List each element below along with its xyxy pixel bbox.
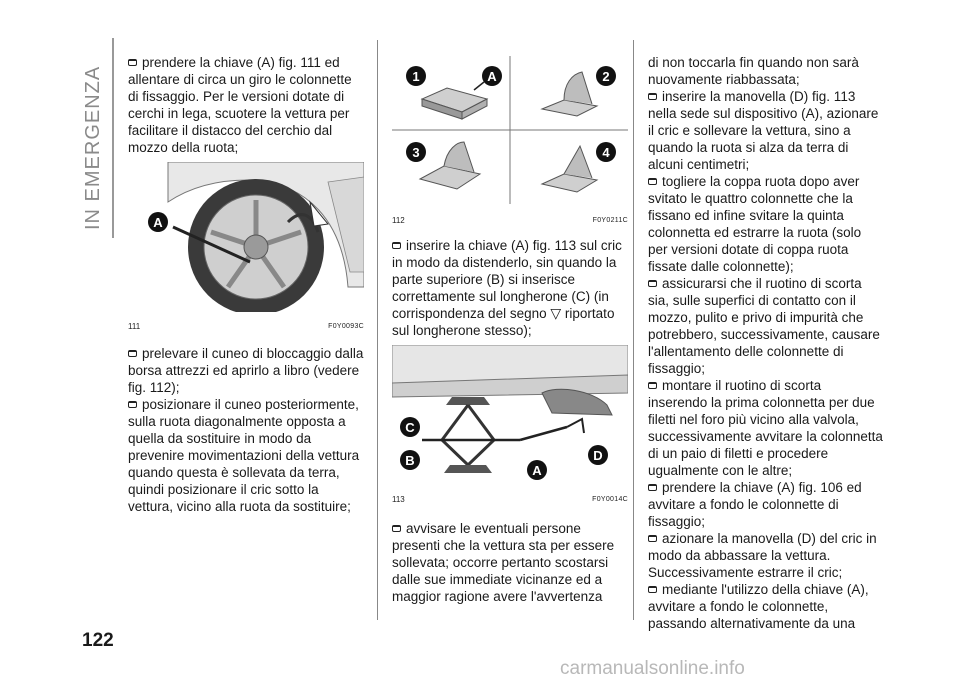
fig-label-a: A (153, 215, 163, 230)
section-bar (112, 38, 114, 238)
fig-label: 2 (602, 69, 610, 84)
paragraph: avvisare le eventuali persone presenti che la vettura sta per essere sollevata; occorre pertanto scostarsi dalle sue immediate vicinanze ed a maggior ragione avere l'avvertenza (392, 521, 615, 604)
wheel-chock-illustration (392, 54, 628, 206)
bullet-icon (392, 242, 401, 249)
figure-113 (392, 345, 628, 508)
figure-111 (128, 162, 364, 335)
paragraph: di non toccarla fin quando non sarà nuovamente riabbassata; (648, 55, 859, 87)
page-number: 122 (82, 630, 114, 651)
bullet-icon (648, 178, 657, 185)
fig-label: D (593, 448, 603, 463)
paragraph: azionare la manovella (D) del cric in modo da abbassare la vettura. Successivamente estrarre il cric; (648, 531, 877, 580)
bullet-icon (648, 93, 657, 100)
column-2 (392, 54, 628, 605)
paragraph: posizionare il cuneo posteriormente, sulla ruota diagonalmente opposta a quella da sostituire in modo da prevenire movimentazioni della vettura quando questa è sollevata da terra, quindi posizionare il cric sotto la vettura, vicino alla ruota da sostituire; (128, 397, 360, 514)
paragraph: prelevare il cuneo di bloccaggio dalla borsa attrezzi ed aprirlo a libro (vedere fig. 112); (128, 346, 364, 395)
column-divider-1 (377, 40, 378, 620)
fig-label: A (487, 69, 497, 84)
bullet-icon (648, 484, 657, 491)
column-divider-2 (633, 40, 634, 620)
figure-number: 111 (128, 322, 141, 331)
fig-label: B (405, 453, 415, 468)
fig-label: 4 (602, 145, 610, 160)
figure-number: 113 (392, 495, 405, 504)
column-1 (128, 54, 364, 515)
fig-label: C (405, 420, 415, 435)
column-3 (648, 54, 884, 632)
bullet-icon (648, 382, 657, 389)
figure-number: 112 (392, 216, 405, 225)
fig-label: 3 (412, 145, 420, 160)
fig-label: 1 (412, 69, 420, 84)
bullet-icon (128, 350, 137, 357)
bullet-icon (648, 280, 657, 287)
triangle-mark-icon: ▽ (550, 305, 562, 321)
bullet-icon (648, 586, 657, 593)
section-title: IN EMERGENZA (82, 65, 104, 230)
paragraph: togliere la coppa ruota dopo aver svitato le quattro colonnette che la fissano ed infine svitare la quinta colonnetta ed estrarre la ruota (solo per versioni dotate di coppa ruota fissate dalle colonnette); (648, 174, 862, 274)
paragraph: prendere la chiave (A) fig. 106 ed avvitare a fondo le colonnette di fissaggio; (648, 480, 862, 529)
watermark: carmanualsonline.info (560, 658, 745, 679)
figure-code: F0Y0093C (328, 323, 364, 330)
wheel-wrench-illustration (128, 162, 364, 312)
paragraph: inserire la manovella (D) fig. 113 nella sede sul dispositivo (A), azionare il cric e sollevare la vettura, sino a quando la ruota si alza da terra di alcuni centimetri; (648, 89, 879, 172)
figure-code: F0Y0014C (592, 496, 628, 503)
paragraph: montare il ruotino di scorta inserendo la prima colonnetta per due filetti nel foro più vicino alla valvola, successivamente avvitare la colonnetta di un paio di filetti e procedere ugualmente con le altre; (648, 378, 883, 478)
bullet-icon (648, 535, 657, 542)
paragraph: inserire la chiave (A) fig. 113 sul cric in modo da distenderlo, sin quando la parte superiore (B) si inserisce correttamente sul longherone (C) (in corrispondenza del segno ▽ riportato sul longherone stesso); (392, 238, 622, 338)
fig-label: A (532, 463, 542, 478)
paragraph: assicurarsi che il ruotino di scorta sia, sulle superfici di contatto con il mozzo, pulito e privo di impurità che potrebbero, successivamente, causare l'allentamento delle colonnette di fissaggio; (648, 276, 880, 376)
figure-112 (392, 54, 628, 229)
bullet-icon (128, 401, 137, 408)
paragraph: prendere la chiave (A) fig. 111 ed allentare di circa un giro le colonnette di fissaggio. Per le versioni dotate di cerchi in lega, scuotere la vettura per facilitare il distacco del cerchio dal mozzo della ruota; (128, 55, 352, 155)
bullet-icon (128, 59, 137, 66)
bullet-icon (392, 525, 401, 532)
paragraph: mediante l'utilizzo della chiave (A), avvitare a fondo le colonnette, passando alternativamente da una (648, 582, 869, 631)
figure-code: F0Y0211C (592, 217, 628, 224)
jack-illustration (392, 345, 628, 485)
